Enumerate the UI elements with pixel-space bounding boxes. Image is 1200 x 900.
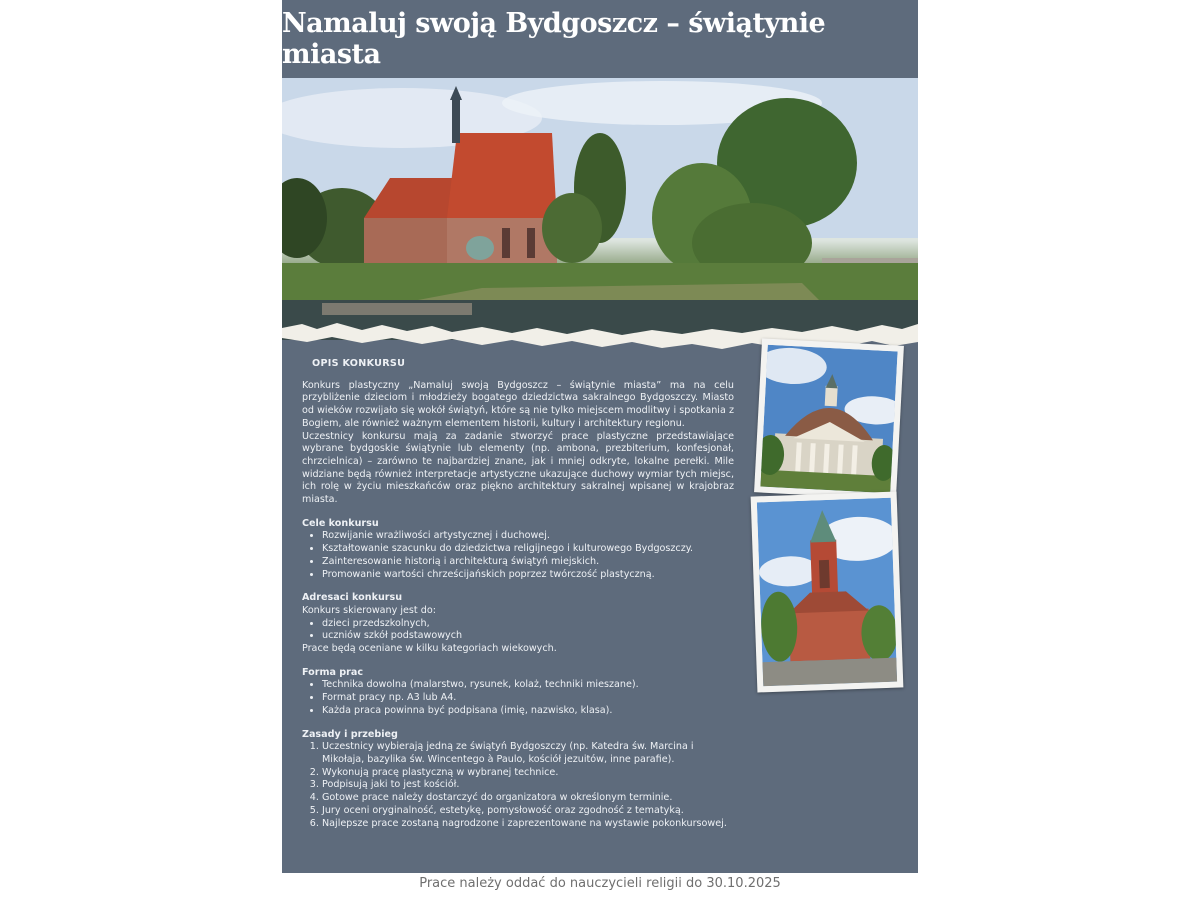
section-heading-cele: Cele konkursu: [302, 517, 379, 529]
list-item: • Każda praca powinna być podpisana (imię, nazwisko, klasa).: [322, 705, 734, 718]
zasady-list: [302, 741, 734, 830]
list-item: 3. Podpisują jaki to jest kościół.: [322, 779, 734, 792]
cathedral-illustration: [282, 78, 918, 340]
list-item: • uczniów szkół podstawowych: [322, 630, 734, 643]
opis-paragraph-1: Konkurs plastyczny „Namaluj swoją Bydgoszcz – świątynie miasta” ma na celu przybliżenie dzieciom i młodzieży bogatego dziedzictwa sakralnego Bydgoszczy. Miasto od wieków rozwijało się wokół świątyń, które są nie tylko miejscem modlitwy i spotkania z Bogiem, ale również ważnym elementem historii, kultury i architektury regionu.: [302, 379, 734, 429]
domed-church-illustration: [760, 345, 897, 494]
contest-description: [302, 358, 734, 830]
list-item: • Kształtowanie szacunku do dziedzictwa religijnego i kulturowego Bydgoszczy.: [322, 543, 734, 556]
adresaci-intro: Konkurs skierowany jest do:: [302, 604, 436, 616]
list-item: 4. Gotowe prace należy dostarczyć do organizatora w określonym terminie.: [322, 792, 734, 805]
list-item: 6. Najlepsze prace zostaną nagrodzone i zaprezentowane na wystawie pokonkursowej.: [322, 818, 734, 831]
poster: [282, 0, 918, 873]
opis-paragraph-2: Uczestnicy konkursu mają za zadanie stworzyć prace plastyczne przedstawiające wybrane bydgoskie świątynie lub elementy (np. ambona, prezbiterium, konfesjonał, chrzcielnica) – zarówno te najbardziej znane, jak i mniej odkryte, lokalne perełki. Mile widziane będą również interpretacje artystyczne ukazujące duchowy wymiar tych miejsc, ich rolę w życiu mieszkańców oraz piękno architektury sakralnej wpisanej w krajobraz miasta.: [302, 430, 734, 506]
list-item: 2. Wykonują pracę plastyczną w wybranej technice.: [322, 767, 734, 780]
photo-domed-church: [754, 338, 904, 499]
list-item: 1. Uczestnicy wybierają jedną ze świątyń Bydgoszczy (np. Katedra św. Marcina i Mikołaja, bazylika św. Wincentego à Paulo, kościół jezuitów, inne parafie).: [322, 741, 734, 766]
photo-brick-church: [751, 492, 904, 693]
brick-church-illustration: [757, 498, 897, 687]
page-title: Namaluj swoją Bydgoszcz – świątynie miasta: [282, 8, 826, 70]
hero-photo-cathedral: [282, 78, 918, 340]
cele-list: [302, 530, 734, 581]
adresaci-list: [302, 618, 734, 643]
footer-deadline: Prace należy oddać do nauczycieli religii do 30.10.2025: [419, 876, 781, 891]
forma-list: [302, 679, 734, 717]
adresaci-outro: Prace będą oceniane w kilku kategoriach wiekowych.: [302, 643, 557, 655]
section-heading-opis: OPIS KONKURSU: [312, 358, 406, 369]
list-item: • Format pracy np. A3 lub A4.: [322, 692, 734, 705]
list-item: • Rozwijanie wrażliwości artystycznej i duchowej.: [322, 530, 734, 543]
list-item: • dzieci przedszkolnych,: [322, 618, 734, 631]
section-heading-zasady: Zasady i przebieg: [302, 728, 398, 740]
list-item: • Promowanie wartości chrześcijańskich poprzez twórczość plastyczną.: [322, 569, 734, 582]
section-heading-forma: Forma prac: [302, 666, 364, 678]
list-item: • Technika dowolna (malarstwo, rysunek, kolaż, techniki mieszane).: [322, 679, 734, 692]
section-heading-adresaci: Adresaci konkursu: [302, 592, 403, 604]
list-item: 5. Jury oceni oryginalność, estetykę, pomysłowość oraz zgodność z tematyką.: [322, 805, 734, 818]
list-item: • Zainteresowanie historią i architekturą świątyń miejskich.: [322, 556, 734, 569]
